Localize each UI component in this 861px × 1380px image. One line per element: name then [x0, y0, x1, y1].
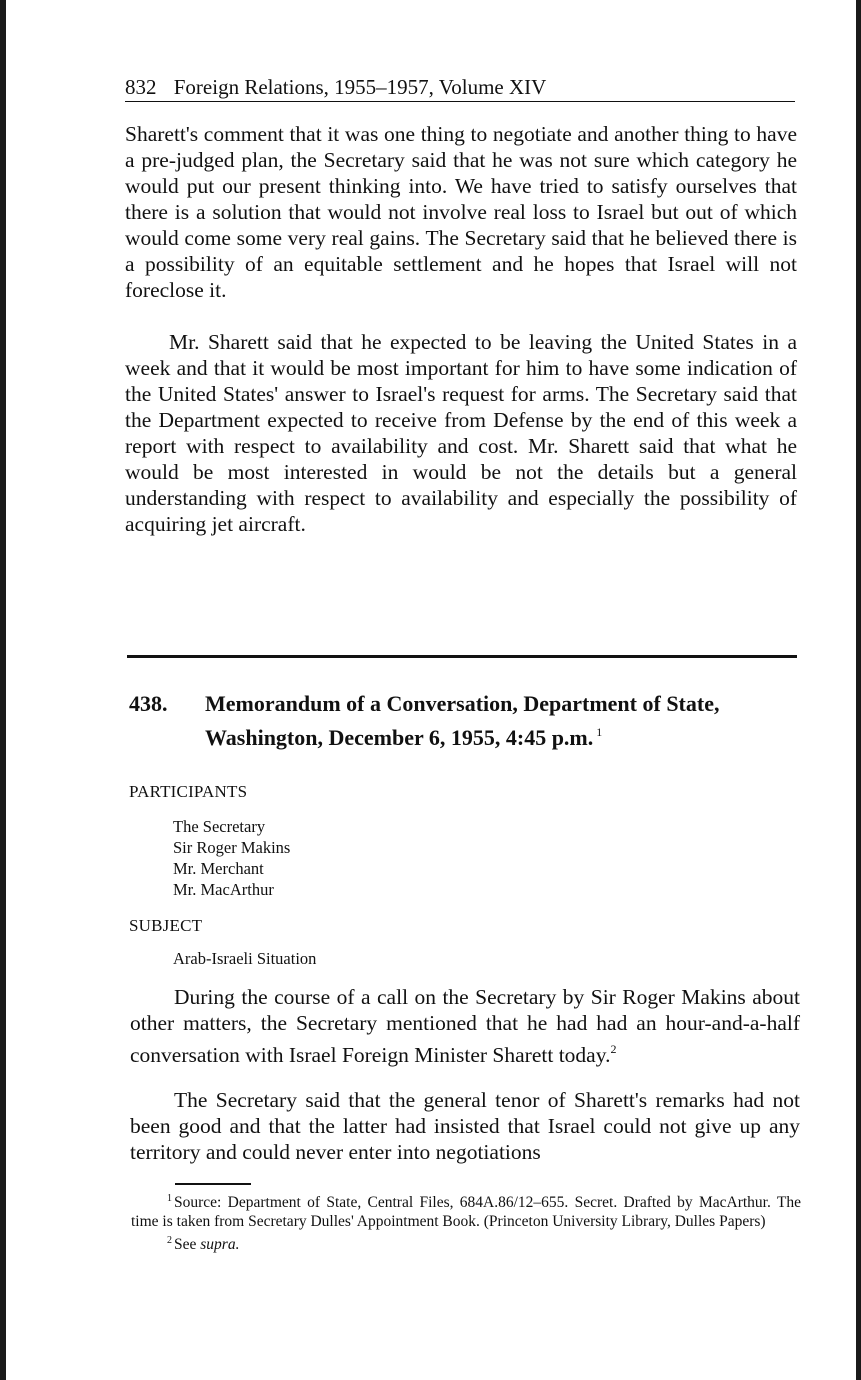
- footnote-text: Source: Department of State, Central Files, 684A.86/12–655. Secret. Drafted by MacArthur. The time is taken from Secretary Dulles' Appointment Book. (Princeton University Library, Dulles Papers): [131, 1194, 801, 1230]
- paragraph-body: During the course of a call on the Secretary by Sir Roger Makins about other matters, the Secretary mentioned that he had had an hour-and-a-half conversation with Israel Foreign Minister Sharett today.: [130, 985, 800, 1067]
- page-number: 832: [125, 75, 157, 99]
- participant: Sir Roger Makins: [173, 838, 291, 857]
- footnote-prefix: See: [174, 1236, 197, 1253]
- footnote-rule: [175, 1183, 251, 1185]
- memo-paragraph-1: [130, 984, 800, 1068]
- participant: Mr. MacArthur: [173, 880, 274, 899]
- participant: The Secretary: [173, 817, 266, 836]
- participant: Mr. Merchant: [173, 859, 264, 878]
- document-number: 438.: [129, 691, 168, 716]
- scan-right-edge: [856, 0, 861, 1380]
- subject-text: Arab-Israeli Situation: [173, 949, 317, 968]
- scan-left-edge: [0, 0, 6, 1380]
- paragraph-text: Sharett's comment that it was one thing to negotiate and another thing to have a pre-judged plan, the Secretary said that he was not sure which category he would put our present thinking into. We have tried to satisfy ourselves that there is a solution that would not involve real loss to Israel but out of which would come some very real gains. The Secretary said that he believed there is a possibility of an equitable settlement and he hopes that Israel will not foreclose it.: [125, 122, 797, 302]
- paragraph-text: [130, 984, 800, 1068]
- footnote-1: [131, 1189, 801, 1231]
- paragraph-text: Mr. Sharett said that he expected to be leaving the United States in a week and that it would be most important for him to have some indication of the United States' answer to Israel's request for arms. The Secretary said that the Department expected to receive from Defense by the end of this week a report with respect to availability and cost. Mr. Sharett said that what he would be most interested in would be not the details but a general understanding with respect to availability and especially the possibility of acquiring jet aircraft.: [125, 330, 797, 536]
- footnote-2: [131, 1231, 801, 1254]
- document-title: [205, 690, 785, 752]
- participants-list: [173, 816, 290, 900]
- running-title: Foreign Relations, 1955–1957, Volume XIV: [173, 75, 547, 99]
- subject-label: SUBJECT: [129, 916, 203, 935]
- footnote-italic: supra.: [200, 1236, 240, 1253]
- section-divider: [127, 655, 797, 658]
- footnotes: [131, 1189, 801, 1254]
- continuation-paragraph-1: [125, 121, 797, 303]
- continuation-paragraph-2: [125, 329, 797, 537]
- running-head: [125, 74, 795, 102]
- memo-paragraph-2: [130, 1087, 800, 1165]
- participants-label: PARTICIPANTS: [129, 782, 248, 801]
- paragraph-text: The Secretary said that the general tenor of Sharett's remarks had not been good and that the latter had insisted that Israel could not give up any territory and could never enter into negotiations: [130, 1088, 800, 1164]
- footnote-marker: 1: [167, 1193, 172, 1204]
- document-title-text: Memorandum of a Conversation, Department of State, Washington, December 6, 1955, 4:45 p.m.: [205, 691, 720, 750]
- footnote-marker: 2: [167, 1235, 172, 1246]
- footnote-ref: 2: [610, 1042, 617, 1056]
- title-footnote-ref: 1: [596, 725, 603, 739]
